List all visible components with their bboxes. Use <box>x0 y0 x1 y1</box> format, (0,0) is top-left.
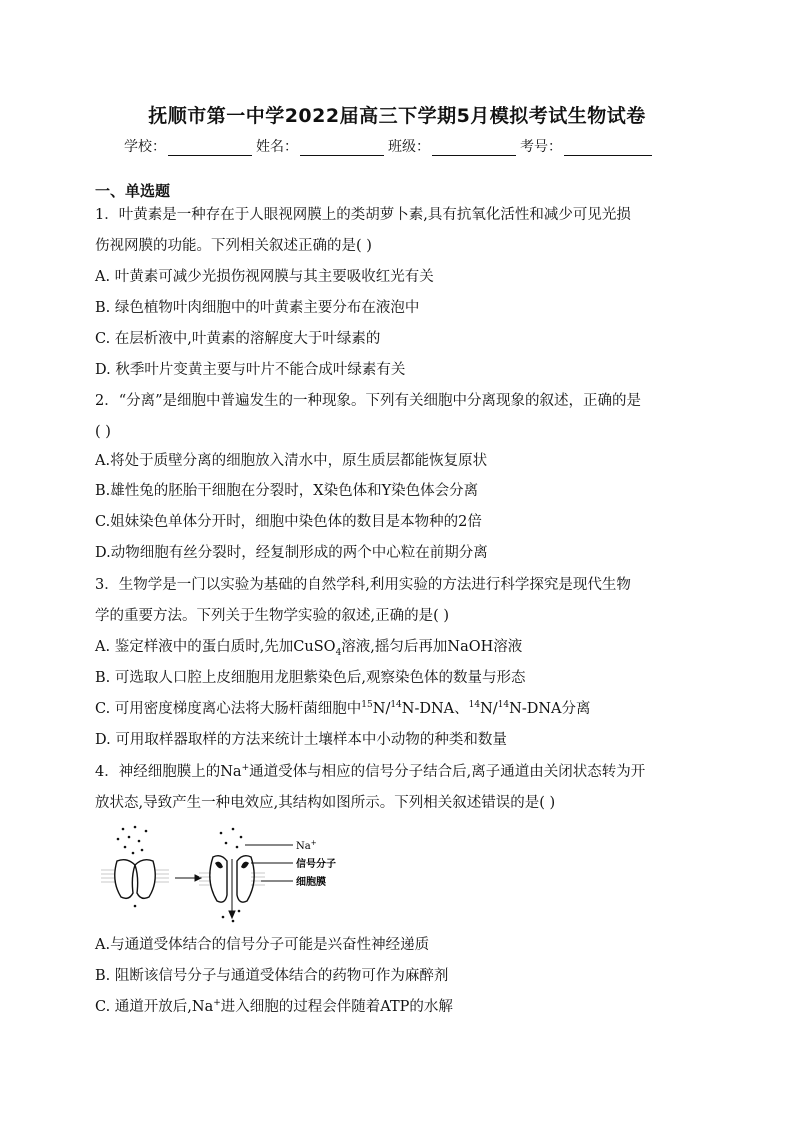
q4-option-c-text-end: 进入细胞的过程会伴随着ATP的水解 <box>220 999 453 1015</box>
ion-channel-figure <box>95 823 355 928</box>
q2-option-c: C.姐妹染色单体分开时，细胞中染色体的数目是本物种的2倍 <box>95 514 482 530</box>
q4-stem-text: 4．神经细胞膜上的Na <box>95 764 242 780</box>
section-heading: 一、单选题 <box>95 182 171 200</box>
q4-option-c-text: C. 通道开放后,Na <box>95 999 214 1015</box>
q4-option-c-charge: + <box>213 998 221 1009</box>
q3-option-d: D. 可用取样器取样的方法来统计土壤样本中小动物的种类和数量 <box>95 732 507 748</box>
q4-stem-line2: 放状态,导致产生一种电效应,其结构如图所示。下列相关叙述错误的是( ) <box>95 795 556 811</box>
closed-channel <box>115 860 156 899</box>
q3-stem-line2: 学的重要方法。下列关于生物学实验的叙述,正确的是( ) <box>95 608 450 624</box>
exam-title: 抚顺市第一中学2022届高三下学期5月模拟考试生物试卷 <box>148 105 646 127</box>
q2-stem-line2: ( ) <box>95 424 111 440</box>
name-label: 姓名： <box>256 139 298 155</box>
q3-option-a-subscript: 4 <box>335 647 342 658</box>
q4-option-b: B. 阻断该信号分子与通道受体结合的药物可作为麻醉剂 <box>95 968 449 984</box>
exam-number-label: 考号： <box>520 139 562 155</box>
q3-option-c-part: N-DNA、 <box>401 701 469 717</box>
ion-flow-arrow <box>229 859 235 918</box>
q1-stem-line1: 1．叶黄素是一种存在于人眼视网膜上的类胡萝卜素,具有抗氧化活性和减少可见光损 <box>95 207 631 223</box>
q4-ion-charge: + <box>241 763 250 774</box>
name-blank[interactable] <box>300 141 384 156</box>
q1-option-a: A. 叶黄素可减少光损伤视网膜与其主要吸收红光有关 <box>95 269 434 285</box>
label-signal-molecule: 信号分子 <box>296 859 336 870</box>
transition-arrow <box>175 875 201 881</box>
q3-option-c-part: N/ <box>480 701 498 717</box>
q4-stem-text-end: 通道受体与相应的信号分子结合后,离子通道由关闭状态转为开 <box>249 764 646 780</box>
ion-dots-right <box>220 828 243 923</box>
q1-option-d: D. 秋季叶片变黄主要与叶片不能合成叶绿素有关 <box>95 362 406 378</box>
q2-option-a: A.将处于质壁分离的细胞放入清水中，原生质层都能恢复原状 <box>95 453 488 469</box>
q3-isotope-sup: 14 <box>390 700 402 711</box>
q3-option-a-text: A. 鉴定样液中的蛋白质时,先加CuSO <box>95 639 336 655</box>
q2-option-b: B.雄性兔的胚胎干细胞在分裂时，X染色体和Y染色体会分离 <box>95 483 479 499</box>
class-blank[interactable] <box>432 141 516 156</box>
membrane-left <box>101 870 169 882</box>
q3-option-c-text: C. 可用密度梯度离心法将大肠杆菌细胞中 <box>95 701 362 717</box>
q3-isotope-sup: 15 <box>361 700 373 711</box>
q3-stem-line1: 3．生物学是一门以实验为基础的自然学科,利用实验的方法进行科学探究是现代生物 <box>95 577 631 593</box>
q1-option-c: C. 在层析液中,叶黄素的溶解度大于叶绿素的 <box>95 331 381 347</box>
q4-stem-line1 <box>95 763 645 781</box>
q3-option-a-text-end: 溶液,摇匀后再加NaOH溶液 <box>341 639 523 655</box>
q3-isotope-sup: 14 <box>468 700 481 711</box>
q4-option-c <box>95 998 453 1016</box>
q2-option-d: D.动物细胞有丝分裂时，经复制形成的两个中心粒在前期分离 <box>95 545 488 561</box>
exam-number-blank[interactable] <box>564 141 652 156</box>
q1-stem-line2: 伤视网膜的功能。下列相关叙述正确的是( ) <box>95 238 372 254</box>
school-label: 学校： <box>124 139 166 155</box>
label-na-ion: Na+ <box>296 839 317 852</box>
student-info-row <box>124 136 656 156</box>
label-cell-membrane: 细胞膜 <box>296 877 326 888</box>
q3-option-a <box>95 638 522 656</box>
q4-option-a: A.与通道受体结合的信号分子可能是兴奋性神经递质 <box>95 937 430 953</box>
q3-isotope-sup: 14 <box>497 700 510 711</box>
q3-option-c <box>95 700 591 718</box>
q1-option-b: B. 绿色植物叶肉细胞中的叶黄素主要分布在液泡中 <box>95 300 420 316</box>
q3-option-c-text-end: N-DNA分离 <box>509 701 591 717</box>
q3-option-c-part: N/ <box>372 701 391 717</box>
q3-option-b: B. 可选取人口腔上皮细胞用龙胆紫染色后,观察染色体的数量与形态 <box>95 670 526 686</box>
q2-stem-line1: 2．“分离”是细胞中普遍发生的一种现象。下列有关细胞中分离现象的叙述，正确的是 <box>95 393 642 409</box>
label-leaders <box>245 845 293 881</box>
class-label: 班级： <box>388 139 430 155</box>
school-blank[interactable] <box>168 141 252 156</box>
